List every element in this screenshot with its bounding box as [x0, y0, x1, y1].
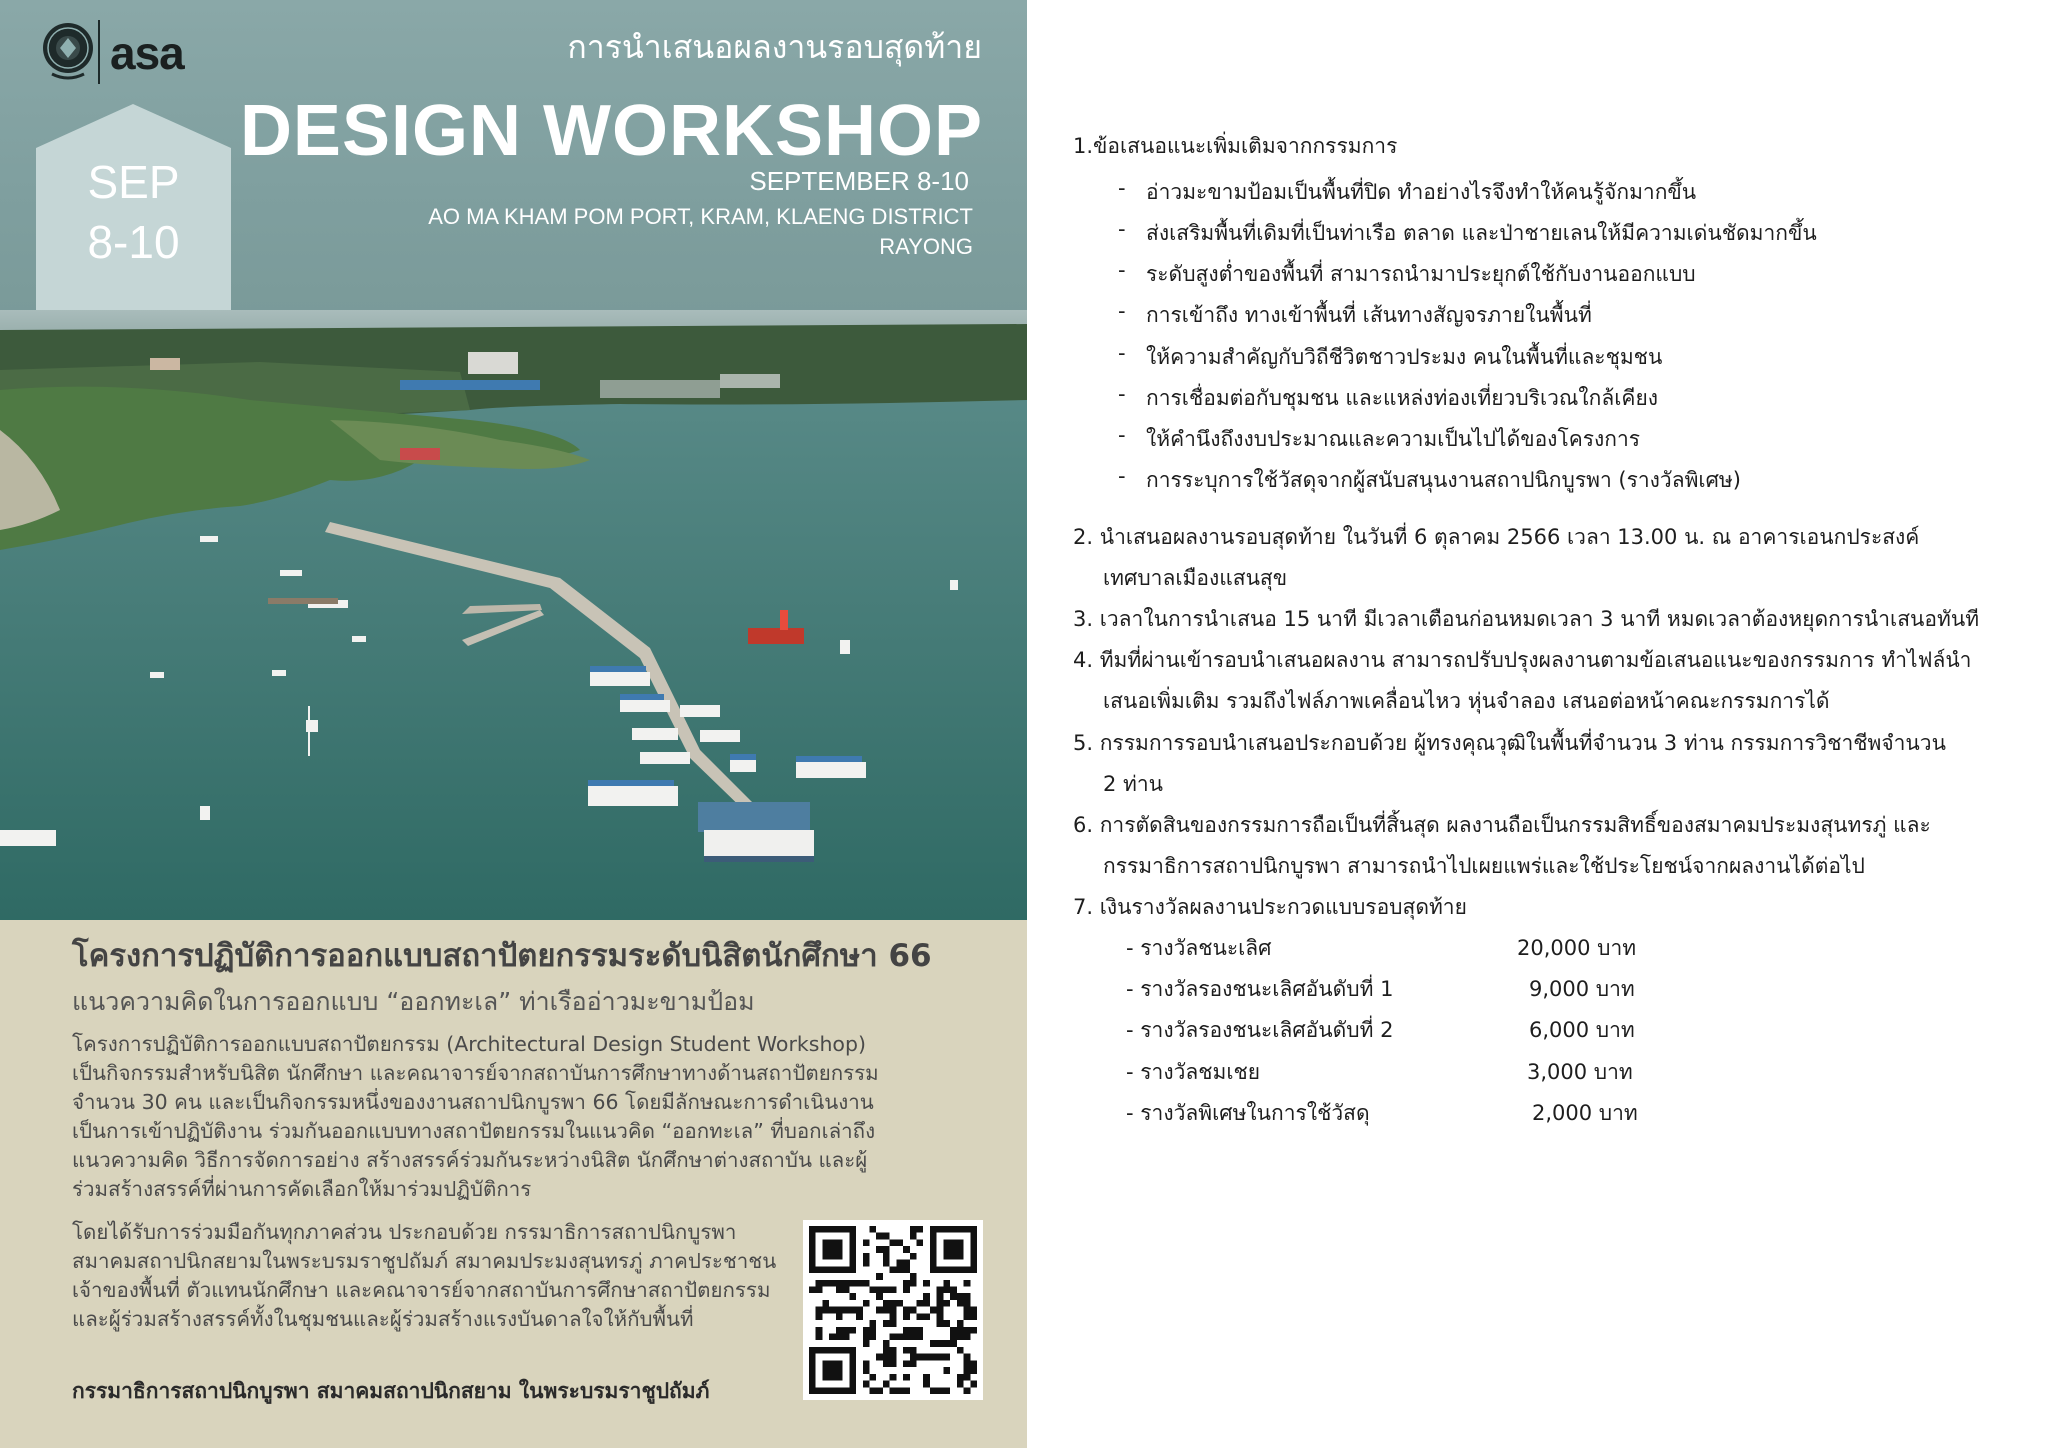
suggestion-item: การเชื่อมต่อกับชุมชน และแหล่งท่องเที่ยวบริเวณใกล้เคียง — [1146, 386, 1659, 410]
suggestion-item: ให้คำนึงถึงงบประมาณและความเป็นไปได้ของโครงการ — [1146, 427, 1641, 451]
item-2-line-2: เทศบาลเมืองแสนสุข — [1103, 566, 1288, 590]
prize-label: - รางวัลพิเศษในการใช้วัสดุ — [1126, 1101, 1370, 1125]
qr-code[interactable] — [803, 1220, 983, 1400]
asa-logo: asa — [110, 27, 184, 79]
item-2-line-1: 2. นำเสนอผลงานรอบสุดท้าย ในวันที่ 6 ตุลาคม 2566 เวลา 13.00 น. ณ อาคารเอนกประสงค์ — [1073, 525, 1920, 549]
collab-line: โดยได้รับการร่วมมือกันทุกภาคส่วน ประกอบด้วย กรรมาธิการสถาปนิกบูรพา — [72, 1220, 737, 1244]
suggestion-item: การระบุการใช้วัสดุจากผู้สนับสนุนงานสถาปนิกบูรพา (รางวัลพิเศษ) — [1146, 468, 1741, 492]
suggestion-item: การเข้าถึง ทางเข้าพื้นที่ เส้นทางสัญจรภายในพื้นที่ — [1146, 303, 1592, 327]
item-7-title: 7. เงินรางวัลผลงานประกวดแบบรอบสุดท้าย — [1073, 895, 1467, 919]
bullet-mark: - — [1118, 258, 1126, 282]
logo-divider — [98, 20, 100, 84]
description-line: จำนวน 30 คน และเป็นกิจกรรมหนึ่งของงานสถาปนิกบูรพา 66 โดยมีลักษณะการดำเนินงาน — [72, 1090, 874, 1114]
item-6-line-2: กรรมาธิการสถาปนิกบูรพา สามารถนำไปเผยแพร่และใช้ประโยชน์จากผลงานได้ต่อไป — [1103, 854, 1865, 878]
final-round-title: การนำเสนอผลงานรอบสุดท้าย — [567, 29, 982, 65]
item-5-line-1: 5. กรรมการรอบนำเสนอประกอบด้วย ผู้ทรงคุณวุฒิในพื้นที่จำนวน 3 ท่าน กรรมการวิชาชีพจำนวน — [1073, 731, 1946, 755]
suggestion-item: ระดับสูงต่ำของพื้นที่ สามารถนำมาประยุกต์ใช้กับงานออกแบบ — [1146, 262, 1696, 286]
item-4-line-2: เสนอเพิ่มเติม รวมถึงไฟล์ภาพเคลื่อนไหว หุ่นจำลอง เสนอต่อหน้าคณะกรรมการได้ — [1103, 689, 1830, 713]
section-1-title: 1.ข้อเสนอแนะเพิ่มเติมจากกรรมการ — [1073, 134, 1398, 158]
qr-code-icon — [809, 1226, 977, 1394]
bullet-mark: - — [1118, 176, 1126, 200]
badge-days: 8-10 — [87, 216, 180, 268]
description-line: เป็นการเข้าปฏิบัติงาน ร่วมกันออกแบบทางสถาปัตยกรรมในแนวคิด “ออกทะเล” ที่บอกเล่าถึง — [72, 1119, 876, 1143]
collab-line: เจ้าของพื้นที่ ตัวแทนนักศึกษา และคณาจารย์จากสถาบันการศึกษาสถาปัตยกรรม — [72, 1278, 771, 1302]
prize-amount: 20,000 บาท — [1517, 936, 1637, 960]
workshop-title: DESIGN WORKSHOP — [239, 91, 983, 171]
bullet-mark: - — [1118, 423, 1126, 447]
description-line: โครงการปฏิบัติการออกแบบสถาปัตยกรรม (Architectural Design Student Workshop) — [72, 1032, 866, 1056]
instructions-panel — [1070, 0, 2030, 1448]
university-seal-logo — [40, 16, 96, 86]
collaboration-text — [72, 1218, 792, 1334]
suggestion-item: อ่าวมะขามป้อมเป็นพื้นที่ปิด ทำอย่างไรจึงทำให้คนรู้จักมากขึ้น — [1146, 180, 1697, 204]
prize-label: - รางวัลรองชนะเลิศอันดับที่ 2 — [1126, 1018, 1394, 1042]
item-3-line-1: 3. เวลาในการนำเสนอ 15 นาที มีเวลาเตือนก่อนหมดเวลา 3 นาที หมดเวลาต้องหยุดการนำเสนอทันที — [1073, 607, 1980, 631]
location-line-1: AO MA KHAM POM PORT, KRAM, KLAENG DISTRICT — [428, 204, 973, 229]
bullet-mark: - — [1118, 382, 1126, 406]
prize-label: - รางวัลชนะเลิศ — [1126, 936, 1272, 960]
workshop-dates: SEPTEMBER 8-10 — [749, 166, 969, 196]
prize-label: - รางวัลชมเชย — [1126, 1060, 1261, 1084]
item-4-line-1: 4. ทีมที่ผ่านเข้ารอบนำเสนอผลงาน สามารถปรับปรุงผลงานตามข้อเสนอแนะของกรรมการ ทำไฟล์นำ — [1073, 648, 1972, 672]
item-5-line-2: 2 ท่าน — [1103, 772, 1164, 796]
project-description — [72, 1030, 902, 1204]
location-line-2: RAYONG — [879, 234, 973, 259]
collab-line: สมาคมสถาปนิกสยามในพระบรมราชูปถัมภ์ สมาคมประมงสุนทรภู่ ภาคประชาชน — [72, 1249, 777, 1273]
workshop-location — [373, 202, 973, 262]
prize-amount: 2,000 บาท — [1532, 1101, 1638, 1125]
collab-line: และผู้ร่วมสร้างสรรค์ทั้งในชุมชนและผู้ร่วมสร้างแรงบันดาลใจให้กับพื้นที่ — [72, 1307, 694, 1331]
bullet-mark: - — [1118, 341, 1126, 365]
description-line: เป็นกิจกรรมสำหรับนิสิต นักศึกษา และคณาจารย์จากสถาบันการศึกษาทางด้านสถาปัตยกรรม — [72, 1061, 879, 1085]
description-line: ร่วมสร้างสรรค์ที่ผ่านการคัดเลือกให้มาร่วมปฏิบัติการ — [72, 1177, 532, 1201]
concept-line: แนวความคิดในการออกแบบ “ออกทะเล” ท่าเรืออ่าวมะขามป้อม — [72, 987, 755, 1016]
suggestion-item: ส่งเสริมพื้นที่เดิมที่เป็นท่าเรือ ตลาด และป่าชายเลนให้มีความเด่นชัดมากขึ้น — [1146, 221, 1817, 245]
prize-amount: 3,000 บาท — [1527, 1060, 1633, 1084]
bullet-mark: - — [1118, 464, 1126, 488]
date-badge-text — [36, 152, 231, 272]
prize-amount: 6,000 บาท — [1529, 1018, 1635, 1042]
prize-label: - รางวัลรองชนะเลิศอันดับที่ 1 — [1126, 977, 1394, 1001]
prize-amount: 9,000 บาท — [1529, 977, 1635, 1001]
organizer-name: กรรมาธิการสถาปนิกบูรพา สมาคมสถาปนิกสยาม ในพระบรมราชูปถัมภ์ — [72, 1379, 710, 1403]
badge-month: SEP — [87, 156, 180, 208]
aerial-port-photo — [0, 310, 1027, 920]
suggestion-item: ให้ความสำคัญกับวิถีชีวิตชาวประมง คนในพื้นที่และชุมชน — [1146, 345, 1663, 369]
description-line: แนวความคิด วิธีการจัดการอย่าง สร้างสรรค์ร่วมกันระหว่างนิสิต นักศึกษาต่างสถาบัน และผู้ — [72, 1148, 868, 1172]
bullet-mark: - — [1118, 217, 1126, 241]
project-title: โครงการปฏิบัติการออกแบบสถาปัตยกรรมระดับนิสิตนักศึกษา 66 — [72, 938, 932, 974]
item-6-line-1: 6. การตัดสินของกรรมการถือเป็นที่สิ้นสุด ผลงานถือเป็นกรรมสิทธิ์ของสมาคมประมงสุนทรภู่ และ — [1073, 813, 1931, 837]
bullet-mark: - — [1118, 299, 1126, 323]
